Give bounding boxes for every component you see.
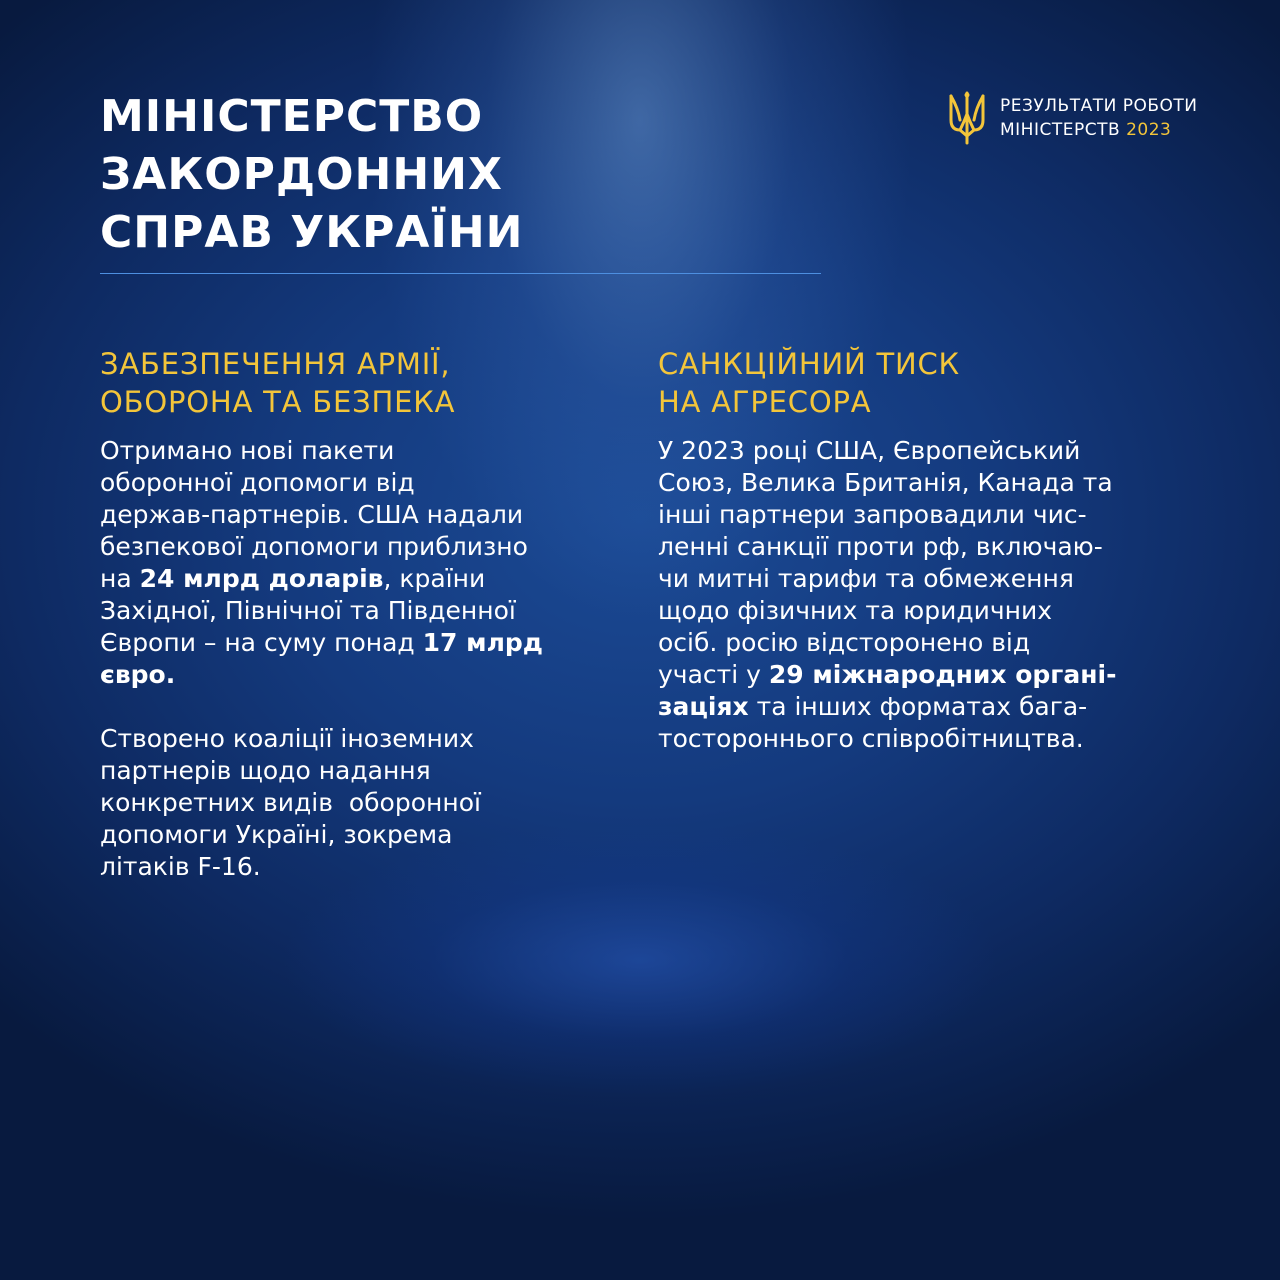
defense-p1-line-5-a: на xyxy=(100,564,140,593)
org-count-highlight: 29 міжнародних органі- xyxy=(768,660,1117,689)
brand-text xyxy=(1000,94,1198,142)
trident-icon xyxy=(948,90,986,146)
defense-p1-line-7 xyxy=(100,627,620,659)
ministry-title-line-1: МІНІСТЕРСТВО xyxy=(100,91,484,142)
defense-p2-line-2: партнерів щодо надання xyxy=(100,756,431,785)
defense-heading xyxy=(100,345,620,421)
europe-aid-currency: євро. xyxy=(100,660,176,689)
defense-section xyxy=(100,345,620,883)
defense-p1-line-5 xyxy=(100,563,620,595)
ministry-title-line-3: СПРАВ УКРАЇНИ xyxy=(100,207,524,258)
org-count-highlight-end: заціях xyxy=(658,692,749,721)
brand-badge xyxy=(948,88,1248,148)
sanctions-heading xyxy=(658,345,1198,421)
defense-p1-line-3: держав-партнерів. США надали xyxy=(100,500,524,529)
brand-line-2-label: МІНІСТЕРСТВ xyxy=(1000,120,1121,140)
brand-year: 2023 xyxy=(1126,120,1172,140)
defense-p1-line-5-c: , країни xyxy=(383,564,486,593)
sanctions-line-4: ленні санкції проти рф, включаю- xyxy=(658,532,1103,561)
sanctions-line-9-b: та інших форматах бага- xyxy=(748,692,1088,721)
brand-line-2 xyxy=(1000,118,1198,142)
sanctions-line-8 xyxy=(658,659,1198,691)
sanctions-heading-line-1: САНКЦІЙНИЙ ТИСК xyxy=(658,347,960,381)
sanctions-line-6: щодо фізичних та юридичних xyxy=(658,596,1053,625)
defense-p1-line-8 xyxy=(100,659,620,691)
ministry-title xyxy=(100,88,820,262)
defense-p1-line-2: оборонної допомоги від xyxy=(100,468,415,497)
sanctions-body xyxy=(658,435,1198,755)
defense-p1-line-6: Західної, Північної та Південної xyxy=(100,596,516,625)
defense-body xyxy=(100,435,620,883)
brand-line-1: РЕЗУЛЬТАТИ РОБОТИ xyxy=(1000,96,1198,116)
ministry-title-line-2: ЗАКОРДОННИХ xyxy=(100,149,503,200)
defense-p2-line-1: Створено коаліції іноземних xyxy=(100,724,474,753)
sanctions-line-7: осіб. росію відсторонено від xyxy=(658,628,1031,657)
defense-p2-line-4: допомоги Україні, зокрема xyxy=(100,820,453,849)
defense-p2-line-3: конкретних видів оборонної xyxy=(100,788,481,817)
sanctions-line-8-a: участі у xyxy=(658,660,769,689)
sanctions-line-5: чи митні тарифи та обмеження xyxy=(658,564,1074,593)
defense-heading-line-1: ЗАБЕЗПЕЧЕННЯ АРМІЇ, xyxy=(100,347,451,381)
sanctions-line-10: тостороннього співробітництва. xyxy=(658,724,1084,753)
sanctions-line-3: інші партнери запровадили чис- xyxy=(658,500,1087,529)
defense-p2-line-5: літаків F-16. xyxy=(100,852,261,881)
usa-aid-amount: 24 млрд доларів xyxy=(139,564,384,593)
title-divider xyxy=(100,273,821,274)
defense-p1-line-7-a: Європи – на суму понад xyxy=(100,628,423,657)
sanctions-line-2: Союз, Велика Британія, Канада та xyxy=(658,468,1113,497)
sanctions-heading-line-2: НА АГРЕСОРА xyxy=(658,385,872,419)
defense-p1-line-4: безпекової допомоги приблизно xyxy=(100,532,528,561)
sanctions-line-1: У 2023 році США, Європейський xyxy=(658,436,1081,465)
europe-aid-amount: 17 млрд xyxy=(422,628,543,657)
defense-p1-line-1: Отримано нові пакети xyxy=(100,436,395,465)
defense-heading-line-2: ОБОРОНА ТА БЕЗПЕКА xyxy=(100,385,456,419)
sanctions-line-9 xyxy=(658,691,1198,723)
paragraph-gap xyxy=(100,691,620,723)
sanctions-section xyxy=(658,345,1198,755)
